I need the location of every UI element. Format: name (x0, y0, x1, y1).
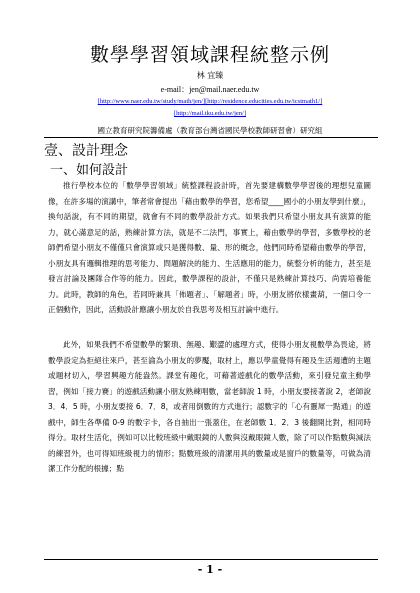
link-row-2 (0, 110, 420, 117)
organization: 國立教育研究院籌備處（教育部台灣省國民學校教師研習會）研究組 (97, 126, 323, 135)
page-number: - 1 - (197, 563, 223, 576)
section-heading: 壹、設計理念 (44, 143, 128, 159)
footer-divider (44, 559, 378, 560)
paragraph-1: 推行學校本位的「數學學習領域」統整課程設計時，首先要建構數學學習後的理想兒童圖像，在許多場的演講中，筆者常會提出「藉由數學的學習，您希望____國小的小朋友學到什麼」，換句話說，有不同的期望，就會有不同的數學設計方式。如果我們只希望小朋友具有演算的能力，就心滿意足的話，熟練計算方法，就是不二法門，事實上，藉由數學的學習，多數學校的老師們希望小朋友不僅僅只會演算或只是獲得數、量、形的概念，他們同時希望藉由數學的學習，小朋友具有邏輯推理的思考能力、問題解決的能力、生活應用的能力，統整分析的能力，甚至是發言討論及團隊合作等的能力。因此，數學課程的設計，不僅只是熟練計算技巧、尚需培養能力。此時，教師的角色，若同時兼具「佈題者」、「解題者」時，小朋友將依樣畫葫，一個口令一正個動作，因此，活動設計應讓小朋友於自我思考及相互討論中進行。 (48, 181, 371, 314)
link-naer[interactable]: [http://www.naer.edu.tw/study/math/jen/] (97, 98, 206, 105)
document-title: 數學學習領域課程統整示例 (89, 44, 330, 66)
header-divider (44, 137, 378, 138)
author-name: 林 宜臻 (196, 71, 224, 80)
link-row-1 (0, 98, 420, 105)
link-educities[interactable]: [http://residence.educities.edu.tw/icstmath1/] (205, 98, 323, 105)
author-email: e-mail：jen@mail.naer.edu.tw (160, 85, 260, 94)
paragraph-2: 此外，如果我們不希望數學的繁瑣、無趣、艱澀的處理方式，使得小朋友視數學為畏途，將數學設定為拒絕往來戶，甚至淪為小朋友的夢魘，取材上，應以學童覺得有趣及生活週遭的主題或題材切入，學習興趣方能盎然。課堂有趣化，可藉著遊戲化的數學活動，來引發兒童主動學習，例如「接力賽」的遊戲活動讓小朋友熟練唱數，當老師說 1 時，小朋友要接著說 2，老師說 3．4．5 時，小朋友要接 6．7．8，或者用倒數的方式進行；認數字的「心有靈犀一點通」的遊戲中，師生各準備 0-9 的數字卡，各自抽出一張蓋住，在老師數 1．2．3 後翻開比對，相同時得分。取材生活化，例如可以比較班級中戴眼鏡的人數與沒戴眼鏡人數，除了可以作點數與減法的練習外，也可得知班級視力的情形；點數班級的清潔用具的數量或是窗戶的數量等，可做為清潔工作分配的根據；點 (48, 340, 371, 473)
link-tku[interactable]: [http://mail.tku.edu.tw/jen/] (173, 110, 247, 117)
subsection-heading: 一、如何設計 (50, 163, 129, 178)
